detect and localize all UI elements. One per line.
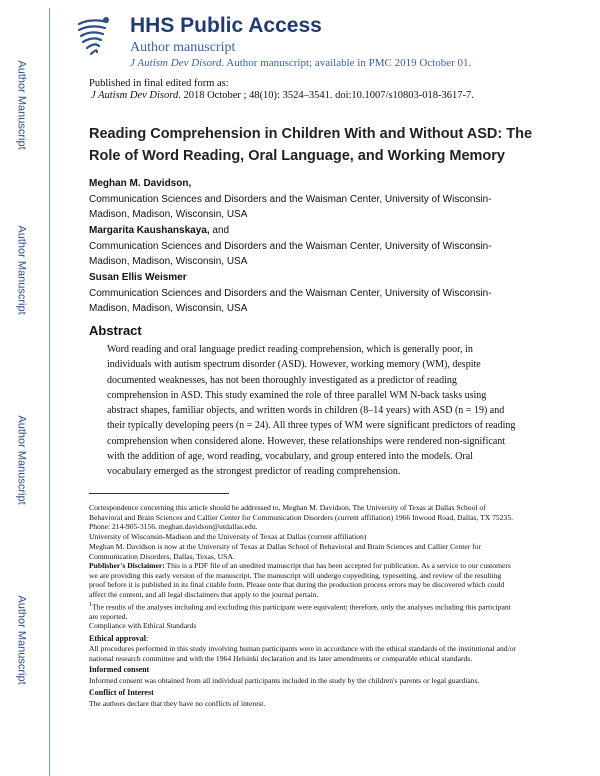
footnote-1: $^1$The results of the analyses including and excluding this participant were equivalent; therefore, only the analyses including this participant are reported. <box>89 601 511 622</box>
footnote-divider <box>89 493 229 494</box>
sidebar-label-1: Author Manuscript <box>16 60 29 150</box>
sidebar-label-4: Author Manuscript <box>16 595 29 685</box>
publisher-disclaimer: Publisher's Disclaimer: This is a PDF file of an unedited manuscript that has been accepted for publication. As a service to our customers we are providing this early version of the manuscript. The manuscript will undergo copyediting, typesetting, and review of the resulting proof before it is published in its final citable form. Please note that during the production process errors may be discovered which could affect the content, and all legal disclaimers that apply to the journal pertain. <box>89 561 511 599</box>
author-name: Margarita Kaushanskaya, and <box>89 225 230 236</box>
author-name: Meghan M. Davidson, <box>89 178 192 189</box>
conflict-heading: Conflict of Interest <box>89 688 154 697</box>
affiliation-note: Meghan M. Davidson is now at the University of Texas at Dallas School of Behavioral and Brain Sciences and Callier Center for Communication Disorders, Dallas, Texas, USA. <box>89 542 481 561</box>
abstract-heading: Abstract <box>89 323 142 338</box>
affiliation-note: University of Wisconsin-Madison and the University of Texas at Dallas (current affiliation) <box>89 532 367 541</box>
hhs-eagle-logo-icon <box>73 14 113 60</box>
sidebar-label-3: Author Manuscript <box>16 415 29 505</box>
abstract-text: Word reading and oral language predict reading comprehension, which is generally poor, in individuals with autism spectrum disorder (ASD). However, working memory (WM), despite documented weaknesses, has not been thoroughly investigated as a predictor of reading comprehension in ASD. This study examined the role of three parallel WM N-back tasks using abstract shapes, familiar objects, and written words in children (8–14 years) with ASD (n = 19) and their typically developing peers (n = 24). All three types of WM were significant predictors of reading comprehension when considered alone. However, these relationships were rendered non-significant with the addition of age, word reading, vocabulary, and group entered into the models. Oral vocabulary emerged as the strongest predictor of reading comprehension. <box>107 344 516 478</box>
published-label: Published in final edited form as: <box>89 78 229 89</box>
ethical-approval-heading: Ethical approval: <box>89 634 149 643</box>
sidebar <box>0 0 44 776</box>
hhs-public-access-title: HHS Public Access <box>130 14 322 37</box>
correspondence-note: Correspondence concerning this article should be addressed to, Meghan M. Davidson, The University of Texas at Dallas School of Behavioral and Brain Sciences and Callier Center for Communication Disorders (current affiliation) 1966 Inwood Road, Dallas, TX 75235. Phone: 214-905-3156. meghan.davidson@utdallas.edu. <box>89 503 514 532</box>
article-title: Reading Comprehension in Children With and Without ASD: The Role of Word Reading, Oral Language, and Working Memory <box>89 126 533 164</box>
author-name: Susan Ellis Weismer <box>89 272 187 283</box>
availability-line: J Autism Dev Disord. Author manuscript; available in PMC 2019 October 01. <box>130 57 472 69</box>
author-manuscript-label: Author manuscript <box>130 40 236 55</box>
author-affiliation: Communication Sciences and Disorders and the Waisman Center, University of Wisconsin- Madison, Madison, Wisconsin, USA <box>89 194 492 220</box>
compliance-heading: Compliance with Ethical Standards <box>89 621 197 630</box>
informed-consent-heading: Informed consent <box>89 665 150 674</box>
sidebar-divider <box>49 8 50 776</box>
author-affiliation: Communication Sciences and Disorders and the Waisman Center, University of Wisconsin- Madison, Madison, Wisconsin, USA <box>89 288 492 314</box>
informed-consent-text: Informed consent was obtained from all individual participants included in the study by the children's parents or legal guardians. <box>89 676 480 685</box>
author-affiliation: Communication Sciences and Disorders and the Waisman Center, University of Wisconsin- Madison, Madison, Wisconsin, USA <box>89 241 492 267</box>
sidebar-label-2: Author Manuscript <box>16 225 29 315</box>
ethical-approval-text: All procedures performed in this study involving human participants were in accordance with the ethical standards of the institutional and/or national research committee and with the 1964 Helsinki declaration and its later amendments or comparable ethical standards. <box>89 644 517 663</box>
citation: J Autism Dev Disord. 2018 October ; 48(10): 3524–3541. doi:10.1007/s10803-018-3617-7. <box>91 90 474 101</box>
conflict-text: The authors declare that they have no conflicts of interest. <box>89 699 266 708</box>
